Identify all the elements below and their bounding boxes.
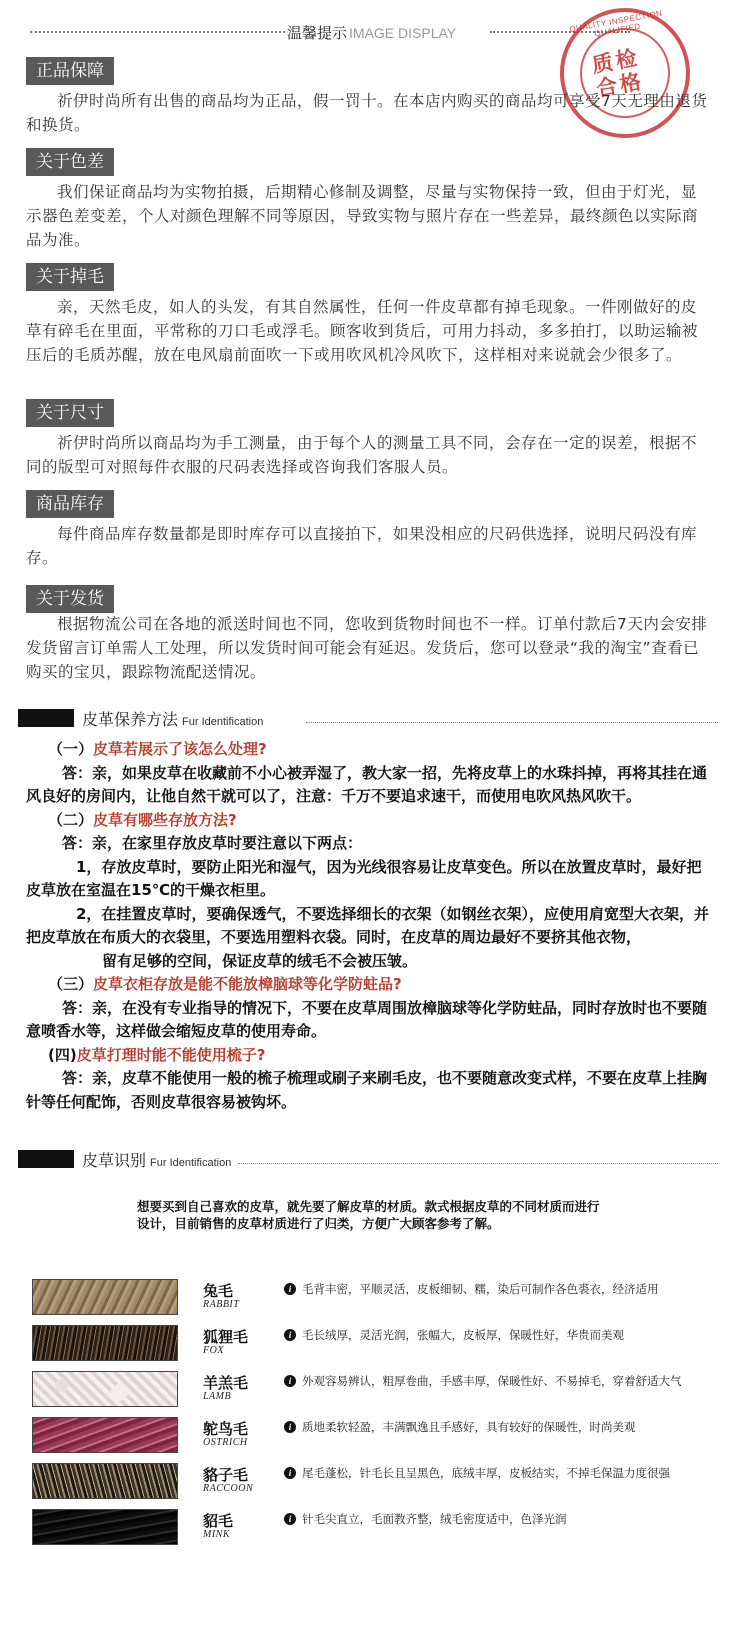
fur-name-cn: 羊羔毛 [203,1374,249,1392]
q3-mark: ? [393,975,402,993]
care-answer-4: 答：亲，皮草不能使用一般的梳子梳理或刷子来刷毛皮，也不要随意改变式样，不要在皮草上挂胸针等任何配饰，否则皮草很容易被钩坏。 [26,1069,708,1111]
fur-description: 质地柔软轻盈，丰满飘逸且手感好，具有较好的保暖性，时尚美观 [302,1420,636,1434]
ident-intro: 想要买到自己喜欢的皮草，就先要了解皮草的材质。款式根据皮草的不同材质而进行设计，目前销售的皮草材质进行了归类，方便广大顾客参考了解。 [137,1199,600,1231]
stamp-line-1: 质检 [590,45,642,78]
care-answer-2: 答：亲，在家里存放皮草时要注意以下两点： [62,834,363,852]
ident-heading-block [18,1150,74,1168]
care-answer-2-point-1: 1，存放皮草时，要防止阳光和湿气，因为光线很容易让皮草变色。所以在放置皮草时，最好把皮草放在室温在15℃的干燥衣柜里。 [26,857,702,899]
ident-heading-title [82,1148,231,1171]
section-body-authentic: 祈伊时尚所有出售的商品均为正品，假一罚十。在本店内购买的商品均可享受7天无理由退货和换货。 [26,92,708,134]
fur-name-en: OSTRICH [203,1437,248,1448]
fur-name-en: RACCOON [203,1483,254,1494]
section-label-authentic: 正品保障 [26,57,114,85]
care-question-3 [26,973,716,997]
fur-description: 尾毛蓬松，针毛长且呈黑色，底绒丰厚，皮板结实，不掉毛保温力度很强 [302,1466,670,1480]
fur-name-en: FOX [203,1345,224,1356]
fur-row-mink [32,1509,722,1549]
info-icon: i [284,1329,296,1341]
q1-mark: ? [258,740,267,758]
section-label-size: 关于尺寸 [26,399,114,427]
q2-mark: ? [228,810,237,829]
care-heading-block [18,709,74,727]
q4-text: 皮草打理时能不能使用梳子 [76,1045,257,1064]
care-heading-dots [306,722,718,723]
fur-swatch-lamb [32,1371,178,1407]
ident-heading-cn: 皮草识别 [82,1151,147,1170]
stamp-ring-text: QUALITY INSPECTION QUALIFIED [568,8,664,39]
care-heading-cn: 皮革保养方法 [82,710,179,729]
top-header [30,20,630,44]
info-icon: i [284,1421,296,1433]
care-qa [26,738,716,1114]
section-label-stock: 商品库存 [26,490,114,518]
section-body-size: 祈伊时尚所以商品均为手工测量，由于每个人的测量工具不同，会存在一定的误差，根据不同的版型可对照每件衣服的尺码表选择或咨询我们客服人员。 [26,434,698,476]
fur-row-ostrich [32,1417,722,1457]
fur-swatch-raccoon [32,1463,178,1499]
fur-name-en: LAMB [203,1391,232,1402]
header-title-en: IMAGE DISPLAY [349,25,457,41]
q1-text: 皮草若展示了该怎么处理 [93,740,259,758]
fur-description: 毛长绒厚，灵活光润，张幅大，皮板厚，保暖性好，华贵而美观 [302,1328,624,1342]
fur-name-en: RABBIT [203,1299,240,1310]
fur-name-cn: 鸵鸟毛 [203,1420,249,1438]
info-icon: i [284,1467,296,1479]
info-icon: i [284,1513,296,1525]
care-answer-2-point-2: 2，在挂置皮草时，要确保透气，不要选择细长的衣架（如钢丝衣架），应使用肩宽型大衣架，并把皮草放在布质大的衣袋里，不要选用塑料衣袋。同时，在皮草的周边最好不要挤其他衣物， [26,904,709,946]
ident-heading-dots [238,1163,718,1164]
fur-row-lamb [32,1371,722,1411]
section-label-shedding: 关于掉毛 [26,263,114,291]
fur-row-rabbit [32,1279,722,1319]
care-answer-1: 答：亲，如果皮草在收藏前不小心被弄湿了，教大家一招，先将皮草上的水珠抖掉，再将其挂在通风良好的房间内，让他自然干就可以了，注意：千万不要追求速干，而使用电吹风热风吹干。 [26,763,708,805]
q2-text: 皮草有哪些存放方法 [93,810,229,829]
section-body-shipping: 根据物流公司在各地的派送时间也不同，您收到货物时间也不一样。订单付款后7天内会安排发货留言订单需人工处理，所以发货时间可能会有延迟。发货后，您可以登录“我的淘宝”查看已购买的宝贝，跟踪物流配送情况。 [26,615,708,681]
care-heading-en: Fur Identification [182,716,264,728]
section-body-color: 我们保证商品均为实物拍摄，后期精心修制及调整，尽量与实物保持一致，但由于灯光，显示器色差变差，个人对颜色理解不同等原因，导致实物与照片存在一些差异，最终颜色以实际商品为准。 [26,183,699,249]
fur-swatch-ostrich [32,1417,178,1453]
care-question-4 [26,1044,716,1068]
fur-description: 针毛尖直立，毛面教齐整，绒毛密度适中，色泽光润 [302,1512,567,1526]
header-divider-left [30,31,285,33]
section-label-shipping: 关于发货 [26,585,114,613]
ident-heading-en: Fur Identification [150,1157,232,1169]
q4-number: (四) [48,1045,77,1064]
care-heading-title [82,707,263,730]
section-body-stock: 每件商品库存数量都是即时库存可以直接拍下，如果没相应的尺码供选择，说明尺码没有库存。 [26,525,698,567]
header-title [287,22,456,43]
q4-mark: ? [256,1045,266,1064]
care-heading [18,707,718,729]
fur-name-en: MINK [203,1529,230,1540]
fur-description: 毛背丰密，平顺灵活，皮板细韧、糯，染后可制作各色裘衣，经济适用 [302,1282,659,1296]
q1-number: （一） [48,740,94,758]
fur-swatch-fox [32,1325,178,1361]
fur-name-cn: 狐狸毛 [203,1328,249,1346]
fur-description: 外观容易辨认，粗厚卷曲，手感丰厚，保暖性好、不易掉毛，穿着舒适大气 [302,1374,682,1388]
fur-swatch-mink [32,1509,178,1545]
info-icon: i [284,1375,296,1387]
info-icon: i [284,1283,296,1295]
fur-name-cn: 兔毛 [203,1282,234,1300]
care-question-1 [26,738,716,762]
q3-number: （三） [48,975,94,993]
fur-row-fox [32,1325,722,1365]
q2-number: （二） [48,810,94,829]
stamp-line-2: 合格 [594,69,646,102]
fur-swatch-rabbit [32,1279,178,1315]
care-answer-2-point-3: 留有足够的空间，保证皮草的绒毛不会被压皱。 [102,951,418,970]
fur-row-raccoon [32,1463,722,1503]
ident-heading [18,1148,718,1170]
section-body-shedding: 亲，天然毛皮，如人的头发，有其自然属性，任何一件皮草都有掉毛现象。一件刚做好的皮草有碎毛在里面，平常称的刀口毛或浮毛。顾客收到货后，可用力抖动，多多拍打，以助运输被压后的毛质苏醒，放在电风扇前面吹一下或用吹风机冷风吹下，这样相对来说就会少很多了。 [26,298,699,364]
fur-name-cn: 貂毛 [203,1512,234,1530]
section-label-color: 关于色差 [26,148,114,176]
fur-name-cn: 貉子毛 [203,1466,249,1484]
care-answer-3: 答：亲，在没有专业指导的情况下，不要在皮草周围放樟脑球等化学防蛀品，同时存放时也不要随意喷香水等，这样做会缩短皮草的使用寿命。 [26,998,708,1040]
header-title-cn: 温馨提示 [287,24,348,42]
care-question-2 [26,809,716,833]
q3-text: 皮草衣柜存放是能不能放樟脑球等化学防蛀品 [93,975,394,993]
